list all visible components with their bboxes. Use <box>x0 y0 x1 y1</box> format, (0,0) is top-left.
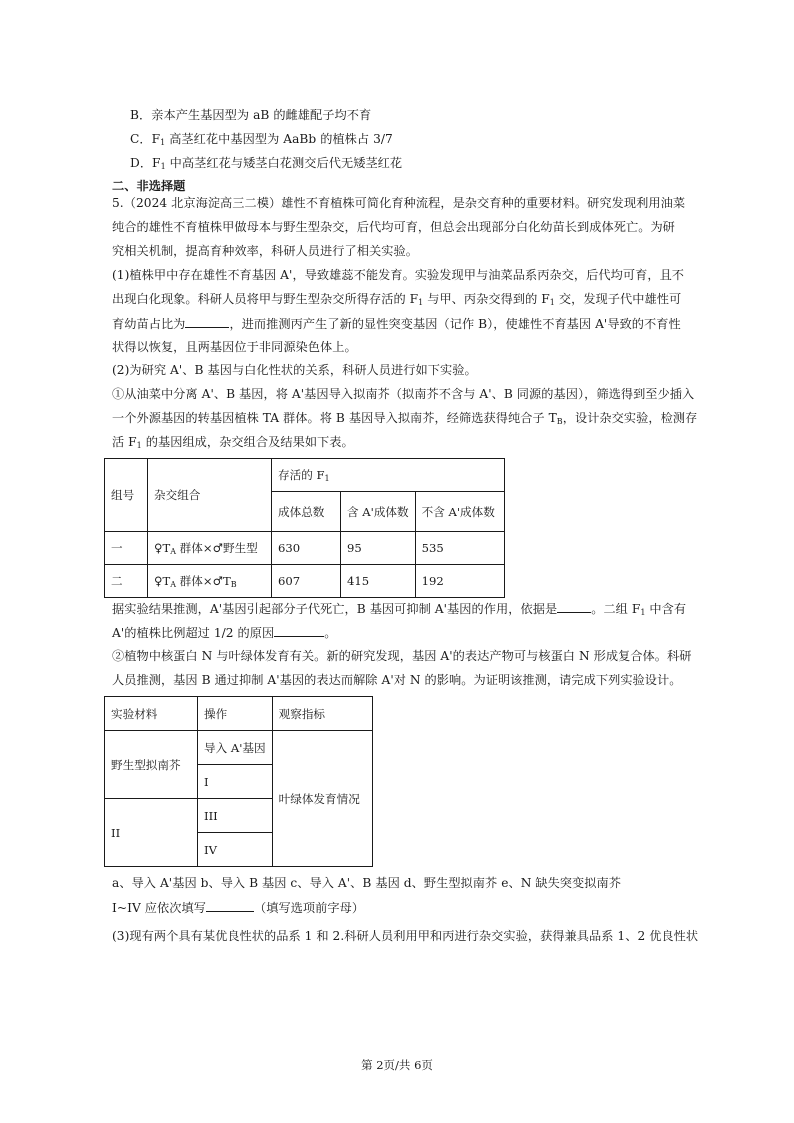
q5-part1-line4: 状得以恢复，且两基因位于非同源染色体上。 <box>112 340 357 354</box>
header-cross: 杂交组合 <box>148 459 272 532</box>
q5-intro-line1: 5.（2024 北京海淀高三二模）雄性不育植株可简化育种流程，是杂交育种的重要材料。研究发现利用油菜 <box>112 196 686 210</box>
section-title: 二、非选择题 <box>112 179 186 193</box>
option-c: C．$F_1$ 高茎红花中基因型为 AaBb 的植株占 3/7 <box>130 132 393 147</box>
q5-part2-2-line1: ②植物中核蛋白 N 与叶绿体发育有关。新的研究发现，基因 A'的表达产物可与核蛋白 N 形成复合体。科研 <box>112 649 692 663</box>
table-row: 二 $♀T_A$ 群体$\times♂T_B$ 607 415 192 <box>105 565 505 598</box>
answer-blank[interactable] <box>185 315 229 328</box>
q5-intro-line2: 纯合的雄性不育植株甲做母本与野生型杂交，后代均可育，但总会出现部分白化幼苗长到成体死亡。为研 <box>112 220 675 234</box>
after-table1-line2: A'的植株比例超过 1/2 的原因 。 <box>112 626 337 640</box>
operation-blank-iii[interactable]: III <box>198 799 273 833</box>
material-wildtype: 野生型拟南芥 <box>105 731 198 799</box>
header-operation: 操作 <box>198 697 273 731</box>
answer-blank[interactable] <box>206 899 254 912</box>
option-b: B．亲本产生基因型为 aB 的雌雄配子均不育 <box>130 108 372 122</box>
q5-part1-line2: 出现白化现象。科研人员将甲与野生型杂交所得存活的 $F_1$ 与甲、丙杂交得到的 $F_1$ 交，发现子代中雄性可 <box>112 292 682 307</box>
operation-import-a: 导入 A'基因 <box>198 731 273 765</box>
q5-part2-line1: (2)为研究 A'、B 基因与白化性状的关系，科研人员进行如下实验。 <box>112 363 477 377</box>
q5-intro-line3: 究相关机制，提高育种效率，科研人员进行了相关实验。 <box>112 244 418 258</box>
q5-part3-line1: (3)现有两个具有某优良性状的品系 1 和 2.科研人员利用甲和丙进行杂交实验，获得兼具品系 1、2 优良性状 <box>112 929 699 943</box>
experiment-design-table <box>104 696 373 867</box>
cross-results-table <box>104 458 505 598</box>
header-with: 含 A'成体数 <box>341 492 416 532</box>
after-table1-line1: 据实验结果推测，A'基因引起部分子代死亡，B 基因可抑制 A'基因的作用，依据是 。二组 $F_1$ 中含有 <box>112 602 687 617</box>
option-d: D．$F_1$ 中高茎红花与矮茎白花测交后代无矮茎红花 <box>130 156 403 171</box>
q5-part2-2-line2: 人员推测，基因 B 通过抑制 A'基因的表达而解除 A'对 N 的影响。为证明该推测，请完成下列实验设计。 <box>112 673 682 687</box>
answer-blank[interactable] <box>274 624 324 637</box>
header-observe: 观察指标 <box>272 697 372 731</box>
table-row: 一 $♀T_A$ 群体×♂野生型 630 95 535 <box>105 532 505 565</box>
operation-blank-i[interactable]: I <box>198 765 273 799</box>
header-material: 实验材料 <box>105 697 198 731</box>
q5-part2-line2: ①从油菜中分离 A'、B 基因，将 A'基因导入拟南芥（拟南芥不含与 A'、B 同源的基因），筛选得到至少插入 <box>112 387 695 401</box>
q5-part2-line4: 活 $F_1$ 的基因组成，杂交组合及结果如下表。 <box>112 435 354 450</box>
q5-part1-line3: 育幼苗占比为 ，进而推测丙产生了新的显性突变基因（记作 B），使雄性不育基因 A'导致的不育性 <box>112 317 681 331</box>
choices-list: a、导入 A'基因 b、导入 B 基因 c、导入 A'、B 基因 d、野生型拟南芥 e、N 缺失突变拟南芥 <box>112 876 621 890</box>
operation-blank-iv[interactable]: IV <box>198 833 273 867</box>
material-blank-ii[interactable]: II <box>105 799 198 867</box>
q5-part1-line1: (1)植株甲中存在雄性不育基因 A'，导致雄蕊不能发育。实验发现甲与油菜品系丙杂交，后代均可育，且不 <box>112 268 685 282</box>
fill-instruction: I~IV 应依次填写 （填写选项前字母） <box>112 901 365 915</box>
observe-chloroplast: 叶绿体发育情况 <box>272 731 372 867</box>
answer-blank[interactable] <box>557 600 591 613</box>
header-survive: 存活的 $F_1$ <box>272 459 505 492</box>
header-total: 成体总数 <box>272 492 341 532</box>
page-footer: 第 2页/共 6页 <box>361 1058 433 1072</box>
q5-part2-line3: 一个外源基因的转基因植株 TA 群体。将 B 基因导入拟南芥，经筛选获得纯合子 $T_B$，设计杂交实验，检测存 <box>112 411 698 426</box>
header-group: 组号 <box>105 459 148 532</box>
header-without: 不含 A'成体数 <box>415 492 504 532</box>
